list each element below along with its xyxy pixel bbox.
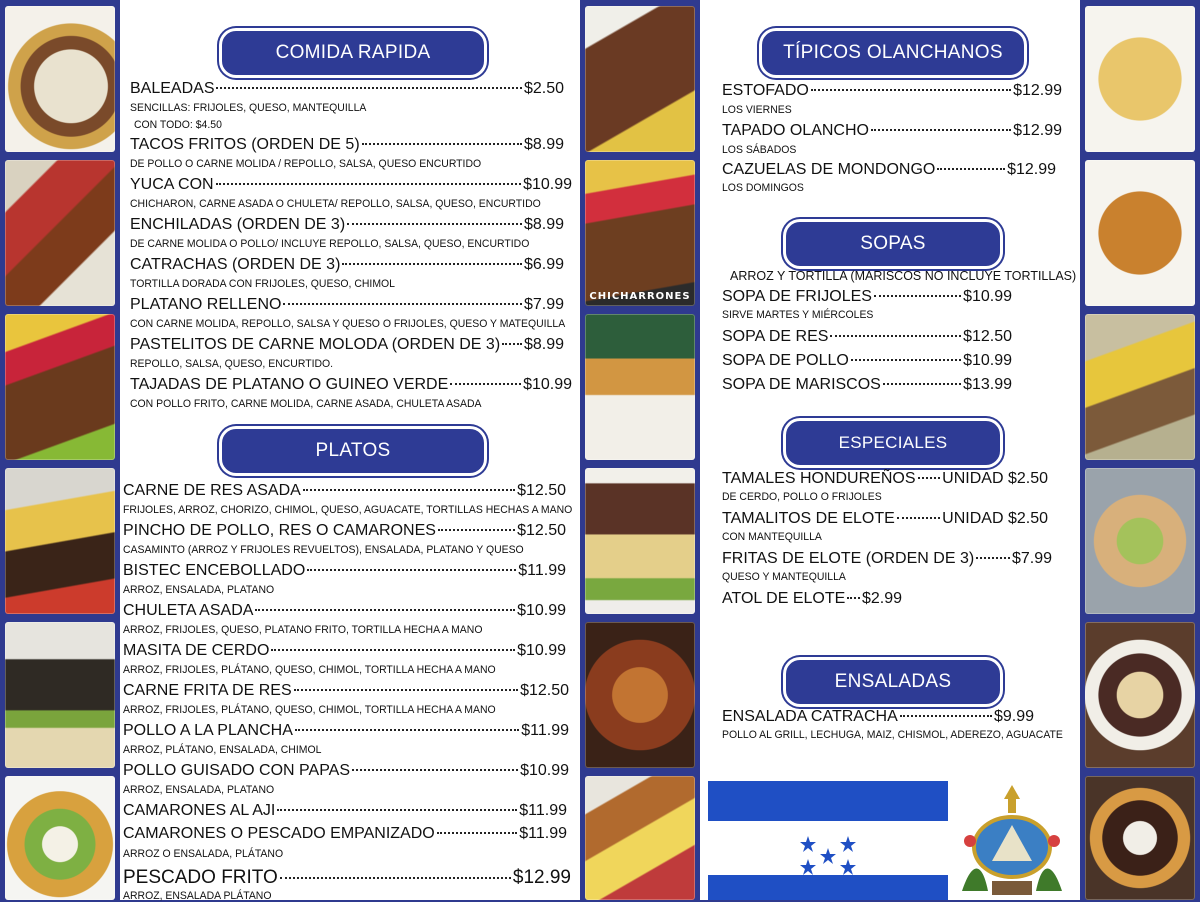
menu-item: CARNE DE RES ASADA $12.50 xyxy=(123,482,566,499)
menu-item-desc: ARROZ O ENSALADA, PLÁTANO xyxy=(123,848,284,860)
menu-item: FRITAS DE ELOTE (ORDEN DE 3) $7.99 xyxy=(722,550,1052,567)
left-photo-strip xyxy=(0,0,120,900)
honduras-flag xyxy=(708,781,948,900)
menu-item: ENSALADA CATRACHA $9.99 xyxy=(722,708,1034,725)
menu-item-desc: CON CARNE MOLIDA, REPOLLO, SALSA Y QUESO O FRIJOLES, QUESO Y MATEQUILLA xyxy=(130,318,566,330)
menu-item-desc: CON MANTEQUILLA xyxy=(722,531,822,543)
menu-item: PINCHO DE POLLO, RES O CAMARONES $12.50 xyxy=(123,522,566,539)
menu-item: BISTEC ENCEBOLLADO $11.99 xyxy=(123,562,566,579)
food-photo-baleadas xyxy=(5,6,115,152)
section-banner-sopas: SOPAS xyxy=(786,222,1000,266)
menu-item-desc: LOS SÁBADOS xyxy=(722,144,797,156)
menu-item: SOPA DE RES $12.50 xyxy=(722,328,1012,345)
food-photo-tapado xyxy=(1085,314,1195,460)
menu-item: ESTOFADO $12.99 xyxy=(722,82,1062,99)
food-photo-mondongo xyxy=(1085,6,1195,152)
food-photo-plato-tipico xyxy=(5,622,115,768)
food-photo-tacos xyxy=(5,160,115,306)
menu-item-desc: ARROZ, PLÁTANO, ENSALADA, CHIMOL xyxy=(123,744,322,756)
menu-item: PESCADO FRITO $12.99 xyxy=(123,867,571,888)
menu-item-desc: ARROZ, ENSALADA, PLATANO xyxy=(123,584,275,596)
section-banner-platos: PLATOS xyxy=(222,429,484,473)
food-photo-platanos-fritos xyxy=(585,776,695,900)
food-photo-ensalada-catracha xyxy=(1085,468,1195,614)
menu-item-desc: POLLO AL GRILL, LECHUGA, MAIZ, CHISMOL, ADEREZO, AGUACATE xyxy=(722,729,1063,741)
food-photo-pescado xyxy=(585,6,695,152)
menu-item-desc: QUESO Y MANTEQUILLA xyxy=(722,571,846,583)
food-photo-desayuno xyxy=(1085,622,1195,768)
menu-item: PLATANO RELLENO $7.99 xyxy=(130,296,564,313)
menu-item: POLLO A LA PLANCHA $11.99 xyxy=(123,722,569,739)
menu-item: TACOS FRITOS (ORDEN DE 5) $8.99 xyxy=(130,136,564,153)
menu-item: YUCA CON $10.99 xyxy=(130,176,572,193)
food-photo-pastelitos xyxy=(585,314,695,460)
menu-item: BALEADAS $2.50 xyxy=(130,80,564,97)
sopas-note: ARROZ Y TORTILLA (MARISCOS NO INCLUYE TORTILLAS) xyxy=(730,269,1077,283)
menu-item-desc: REPOLLO, SALSA, QUESO, ENCURTIDO. xyxy=(130,358,334,370)
food-photo-ensalada xyxy=(5,776,115,900)
menu-item: TAPADO OLANCHO $12.99 xyxy=(722,122,1062,139)
menu-item-desc: CASAMINTO (ARROZ Y FRIJOLES REVUELTOS), ENSALADA, PLATANO Y QUESO xyxy=(123,544,524,556)
menu-item: SOPA DE MARISCOS $13.99 xyxy=(722,376,1012,393)
menu-item-desc: CON POLLO FRITO, CARNE MOLIDA, CARNE ASADA, CHULETA ASADA xyxy=(130,398,482,410)
menu-item-desc: SIRVE MARTES Y MIÉRCOLES xyxy=(722,309,874,321)
food-photo-sopa-res xyxy=(1085,160,1195,306)
menu-item: PASTELITOS DE CARNE MOLODA (ORDEN DE 3) $8.99 xyxy=(130,336,564,353)
menu-item-desc: CHICHARON, CARNE ASADA O CHULETA/ REPOLLO, SALSA, QUESO, ENCURTIDO xyxy=(130,198,541,210)
menu-item-desc: ARROZ, FRIJOLES, PLÁTANO, QUESO, CHIMOL, TORTILLA HECHA A MANO xyxy=(123,664,496,676)
menu-item: ENCHILADAS (ORDEN DE 3) $8.99 xyxy=(130,216,564,233)
menu-item: CAZUELAS DE MONDONGO $12.99 xyxy=(722,161,1056,178)
menu-item-desc: DE CERDO, POLLO O FRIJOLES xyxy=(722,491,882,503)
menu-item-desc: LOS DOMINGOS xyxy=(722,182,804,194)
section-banner-especiales: ESPECIALES xyxy=(786,421,1000,465)
food-photo-pollo-frito xyxy=(585,622,695,768)
section-banner-tipicos: TÍPICOS OLANCHANOS xyxy=(762,31,1024,75)
menu-item: TAMALES HONDUREÑOS UNIDAD $2.50 xyxy=(722,470,1048,487)
menu-item-desc: ARROZ, FRIJOLES, QUESO, PLATANO FRITO, TORTILLA HECHA A MANO xyxy=(123,624,483,636)
food-photo-plato-frijoles xyxy=(585,468,695,614)
menu-item: TAMALITOS DE ELOTE UNIDAD $2.50 xyxy=(722,510,1048,527)
section-banner-ensaladas: ENSALADAS xyxy=(786,660,1000,704)
food-photo-chicharrones xyxy=(585,160,695,306)
menu-item: POLLO GUISADO CON PAPAS $10.99 xyxy=(123,762,569,779)
food-photo-platanos xyxy=(5,468,115,614)
menu-item: SOPA DE POLLO $10.99 xyxy=(722,352,1012,369)
menu-item-desc: LOS VIERNES xyxy=(722,104,792,116)
food-photo-plato-catracho xyxy=(1085,776,1195,900)
middle-photo-strip xyxy=(580,0,700,900)
section-banner-comida-rapida: COMIDA RAPIDA xyxy=(222,31,484,75)
menu-item-desc: ARROZ, FRIJOLES, PLÁTANO, QUESO, CHIMOL, TORTILLA HECHA A MANO xyxy=(123,704,496,716)
food-photo-chicharron xyxy=(5,314,115,460)
menu-item-desc: CON TODO: $4.50 xyxy=(134,119,222,131)
menu-item: MASITA DE CERDO $10.99 xyxy=(123,642,566,659)
menu-item: CARNE FRITA DE RES $12.50 xyxy=(123,682,569,699)
menu-item: TAJADAS DE PLATANO O GUINEO VERDE $10.99 xyxy=(130,376,572,393)
menu-item-desc: FRIJOLES, ARROZ, CHORIZO, CHIMOL, QUESO, AGUACATE, TORTILLAS HECHAS A MANO xyxy=(123,504,573,516)
coat-of-arms-emblem xyxy=(952,781,1072,900)
menu-item: CAMARONES O PESCADO EMPANIZADO $11.99 xyxy=(123,825,567,842)
menu-item-desc: SENCILLAS: FRIJOLES, QUESO, MANTEQUILLA xyxy=(130,102,367,114)
chicharrones-caption: CHICHARRONES xyxy=(589,291,691,302)
menu-item: CHULETA ASADA $10.99 xyxy=(123,602,566,619)
menu-item: CAMARONES AL AJI $11.99 xyxy=(123,802,567,819)
menu-item-desc: DE CARNE MOLIDA O POLLO/ INCLUYE REPOLLO, SALSA, QUESO, ENCURTIDO xyxy=(130,238,530,250)
right-photo-strip xyxy=(1080,0,1200,900)
menu-item-desc: TORTILLA DORADA CON FRIJOLES, QUESO, CHIMOL xyxy=(130,278,395,290)
menu-item-desc: DE POLLO O CARNE MOLIDA / REPOLLO, SALSA, QUESO ENCURTIDO xyxy=(130,158,482,170)
menu-item-desc: ARROZ, ENSALADA, PLATANO xyxy=(123,784,275,796)
menu-item: CATRACHAS (ORDEN DE 3) $6.99 xyxy=(130,256,564,273)
menu-item: SOPA DE FRIJOLES $10.99 xyxy=(722,288,1012,305)
menu-item: ATOL DE ELOTE $2.99 xyxy=(722,590,902,607)
menu-item-desc: ARROZ, ENSALADA PLÁTANO xyxy=(123,890,272,902)
